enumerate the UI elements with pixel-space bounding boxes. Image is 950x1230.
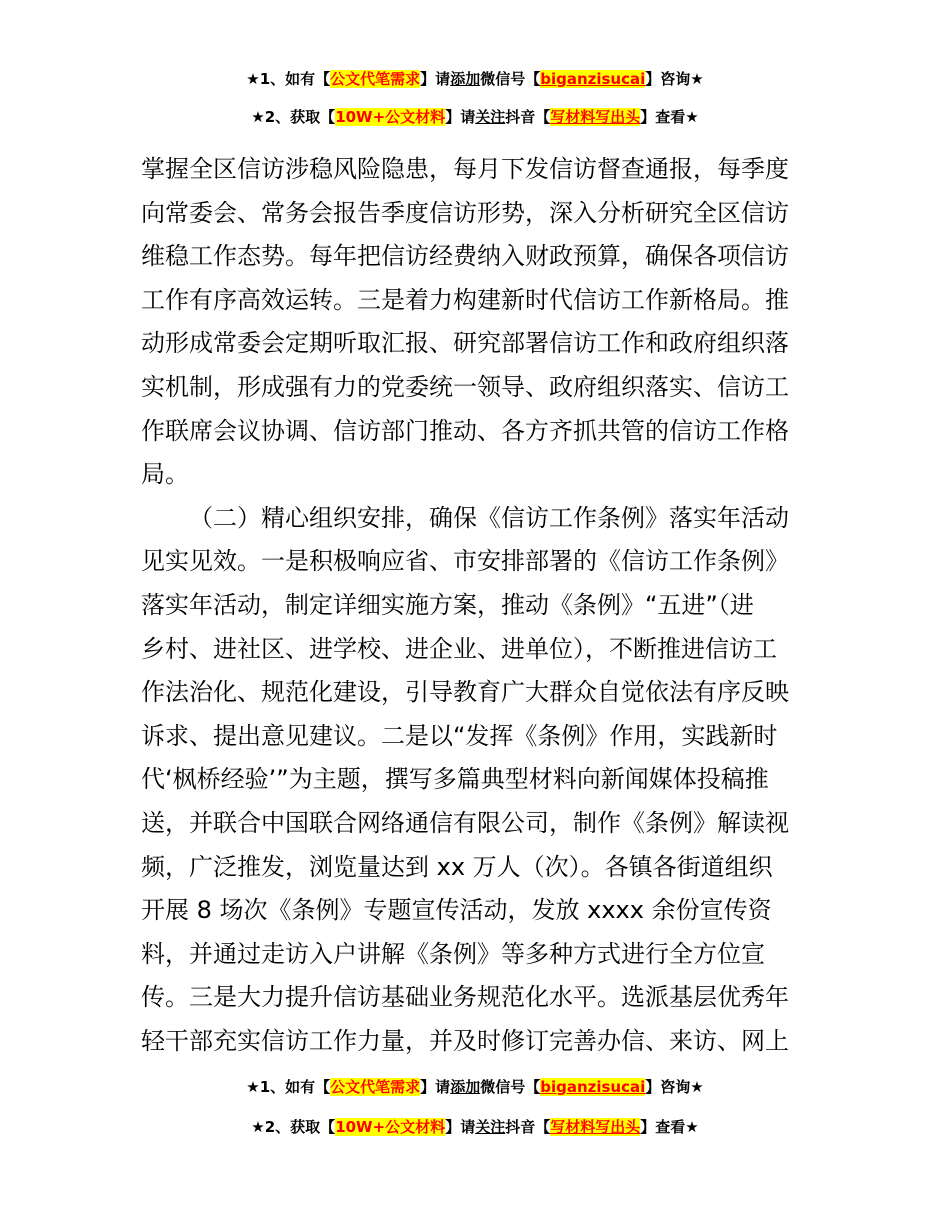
body-line: 向常委会、常务会报告季度信访形势，深入分析研究全区信访 <box>141 198 789 227</box>
header-promo-line-2 <box>0 106 950 128</box>
promo-text: ★2、获取【 <box>251 108 336 126</box>
promo-wechat-id: biganzisucai <box>540 70 646 88</box>
footer-promo-line-2 <box>0 1116 950 1138</box>
document-body <box>141 148 811 1063</box>
promo-text: 】请 <box>420 1078 451 1096</box>
body-line: 传。三是大力提升信访基础业务规范化水平。选派基层优秀年 <box>141 983 789 1012</box>
promo-underline: 添加 <box>450 70 481 88</box>
body-line: 动形成常委会定期听取汇报、研究部署信访工作和政府组织落 <box>141 329 789 358</box>
promo-text: 】查看★ <box>640 108 699 126</box>
promo-text: 】咨询★ <box>645 70 704 88</box>
body-line: 局。 <box>141 460 189 489</box>
promo-text: 】查看★ <box>640 1118 699 1136</box>
body-line: 作法治化、规范化建设，引导教育广大群众自觉依法有序反映 <box>141 678 789 707</box>
promo-highlight: 公文代笔需求 <box>330 1078 421 1096</box>
promo-text: 抖音【 <box>505 108 551 126</box>
promo-text: 微信号【 <box>480 1078 541 1096</box>
body-line: 实机制，形成强有力的党委统一领导、政府组织落实、信访工 <box>141 372 789 401</box>
promo-highlight: 10W+公文材料 <box>335 1118 446 1136</box>
body-line: 维稳工作态势。每年把信访经费纳入财政预算，确保各项信访 <box>141 242 789 271</box>
promo-underline: 关注 <box>475 1118 506 1136</box>
body-line: 工作有序高效运转。三是着力构建新时代信访工作新格局。推 <box>141 285 789 314</box>
promo-text: 】请 <box>445 108 476 126</box>
body-line: 开展 8 场次《条例》专题宣传活动，发放 xxxx 余份宣传资 <box>141 896 772 925</box>
body-line: 落实年活动，制定详细实施方案，推动《条例》“五进”（进 <box>141 590 754 619</box>
promo-highlight: 公文代笔需求 <box>330 70 421 88</box>
promo-underline: 关注 <box>475 108 506 126</box>
promo-text: ★1、如有【 <box>246 1078 331 1096</box>
promo-text: 】咨询★ <box>645 1078 704 1096</box>
promo-douyin-id: 写材料写出头 <box>550 1118 641 1136</box>
footer-promo-line-1 <box>0 1076 950 1098</box>
promo-text: ★2、获取【 <box>251 1118 336 1136</box>
body-line: 料，并通过走访入户讲解《条例》等多种方式进行全方位宣 <box>141 939 765 968</box>
body-line: 诉求、提出意见建议。二是以“发挥《条例》作用，实践新时 <box>141 721 778 750</box>
body-line: 送，并联合中国联合网络通信有限公司，制作《条例》解读视 <box>141 808 789 837</box>
body-line: 掌握全区信访涉稳风险隐患，每月下发信访督查通报，每季度 <box>141 155 789 183</box>
body-line: 作联席会议协调、信访部门推动、各方齐抓共管的信访工作格 <box>141 416 789 445</box>
promo-text: 】请 <box>420 70 451 88</box>
body-line: 乡村、进社区、进学校、进企业、进单位），不断推进信访工 <box>141 634 777 663</box>
body-line: 轻干部充实信访工作力量，并及时修订完善办信、来访、网上 <box>141 1026 789 1055</box>
promo-text: 微信号【 <box>480 70 541 88</box>
promo-text: 】请 <box>445 1118 476 1136</box>
section-heading-line: （二）精心组织安排，确保《信访工作条例》落实年活动 <box>189 503 789 532</box>
promo-douyin-id: 写材料写出头 <box>550 108 641 126</box>
promo-highlight: 10W+公文材料 <box>335 108 446 126</box>
body-line: 代‘枫桥经验’”为主题，撰写多篇典型材料向新闻媒体投稿推 <box>141 765 769 794</box>
promo-underline: 添加 <box>450 1078 481 1096</box>
body-line: 频，广泛推发，浏览量达到 xx 万人（次）。各镇各街道组织 <box>141 852 773 881</box>
promo-wechat-id: biganzisucai <box>540 1078 646 1096</box>
promo-text: ★1、如有【 <box>246 70 331 88</box>
body-line: 见实见效。一是积极响应省、市安排部署的《信访工作条例》 <box>141 547 789 576</box>
header-promo-line-1 <box>0 68 950 90</box>
promo-text: 抖音【 <box>505 1118 551 1136</box>
